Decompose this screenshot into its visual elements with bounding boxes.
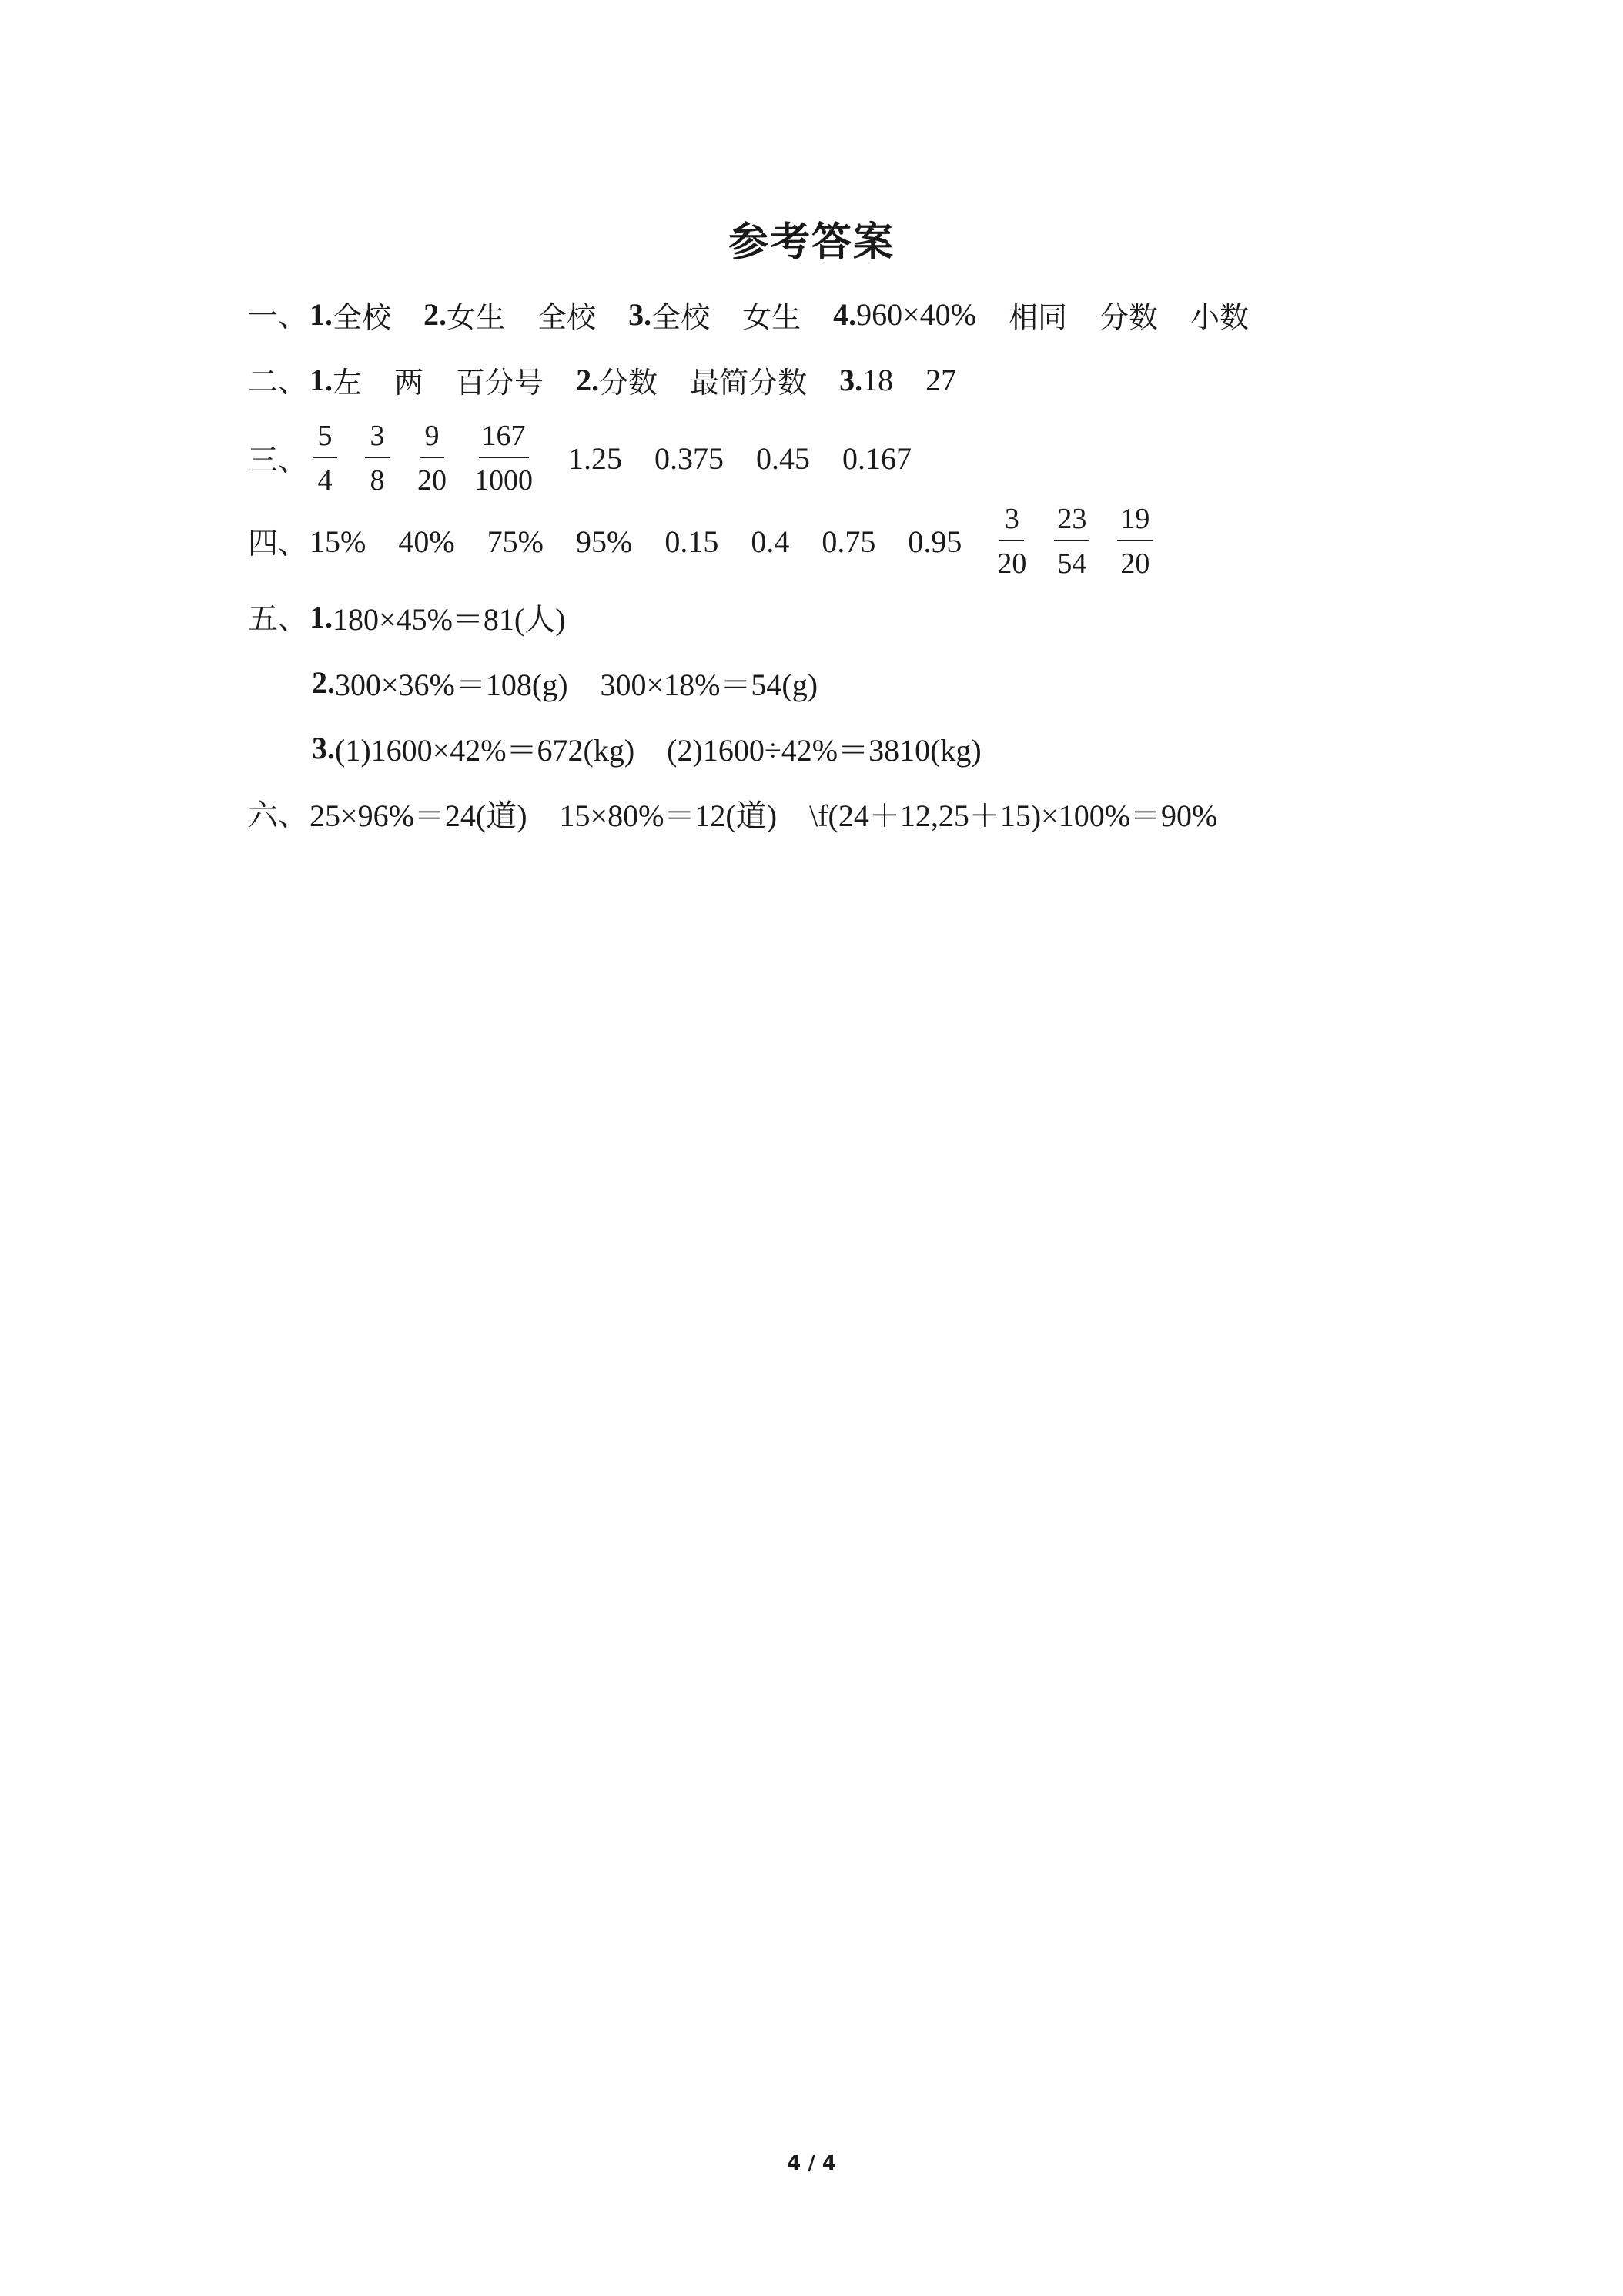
answer: 全校 — [651, 300, 711, 334]
denominator: 20 — [1120, 547, 1150, 580]
answer: 300×36%＝108(g) — [335, 667, 568, 702]
answer: 25×96%＝24(道) — [310, 798, 527, 833]
decimal-value: 0.45 — [756, 440, 811, 476]
answer: 小数 — [1190, 300, 1250, 334]
answer-line-2 — [248, 356, 956, 403]
item-number: 3. — [839, 362, 863, 397]
answer: 分数 — [599, 365, 658, 400]
numerator: 167 — [479, 421, 529, 458]
section-label: 五、 — [248, 602, 309, 637]
section-label: 四、 — [248, 527, 309, 561]
item-number: 2. — [576, 362, 600, 397]
answer: 两 — [394, 365, 424, 400]
answer: 分数 — [1099, 300, 1159, 334]
decimal-value: 0.375 — [654, 440, 724, 476]
fraction — [1054, 504, 1089, 578]
denominator: 8 — [370, 464, 385, 497]
answer: \f(24＋12,25＋15)×100%＝90% — [809, 798, 1218, 833]
section-label: 一、 — [248, 300, 309, 334]
fraction — [365, 421, 390, 495]
answer: 女生 — [742, 300, 801, 334]
denominator: 20 — [417, 464, 447, 497]
section-label: 二、 — [248, 365, 309, 400]
answer: 相同 — [1008, 300, 1067, 334]
value: 0.75 — [822, 524, 876, 559]
numerator: 5 — [313, 421, 337, 458]
section-label: 三、 — [248, 443, 309, 478]
answer: 180×45%＝81(人) — [333, 601, 566, 637]
fraction — [474, 421, 533, 495]
answer-line-5-2 — [312, 659, 818, 705]
numerator: 3 — [999, 504, 1024, 541]
answer: 左 — [333, 365, 363, 400]
page-number: 4 / 4 — [787, 2152, 836, 2175]
denominator: 54 — [1057, 547, 1087, 580]
answer: 27 — [925, 362, 957, 397]
answer-line-6 — [248, 790, 1217, 836]
numerator: 23 — [1054, 504, 1089, 541]
answer-line-1 — [248, 291, 1249, 337]
item-number: 2. — [423, 296, 447, 332]
answer: 全校 — [333, 300, 392, 334]
value: 95% — [576, 524, 633, 559]
denominator: 1000 — [474, 464, 534, 497]
denominator: 20 — [997, 547, 1027, 580]
decimal-value: 0.167 — [842, 440, 912, 476]
value: 40% — [398, 524, 455, 559]
decimal-value: 1.25 — [568, 440, 623, 476]
answer: 女生 — [447, 300, 506, 334]
section-label: 六、 — [248, 798, 309, 833]
item-number: 2. — [312, 664, 335, 700]
value: 0.4 — [751, 524, 790, 559]
answer: 全校 — [537, 300, 597, 334]
value: 0.95 — [908, 524, 962, 559]
item-number: 4. — [833, 296, 857, 332]
answer-line-5-3 — [312, 725, 982, 771]
value: 0.15 — [664, 524, 719, 559]
item-number: 3. — [312, 730, 335, 765]
answer-line-5-1 — [248, 594, 566, 640]
numerator: 3 — [365, 421, 390, 458]
answer: (2)1600÷42%＝3810(kg) — [667, 732, 982, 768]
fraction — [313, 421, 337, 495]
denominator: 4 — [317, 464, 333, 497]
item-number: 1. — [310, 362, 333, 397]
value: 15% — [310, 524, 366, 559]
answer: (1)1600×42%＝672(kg) — [335, 732, 635, 768]
answer-line-4 — [248, 499, 1166, 584]
answer: 300×18%＝54(g) — [600, 667, 818, 702]
item-number: 1. — [310, 599, 333, 634]
answer: 最简分数 — [690, 365, 808, 400]
numerator: 19 — [1117, 504, 1153, 541]
answer: 960×40% — [856, 296, 976, 332]
fraction — [417, 421, 447, 495]
answer: 18 — [862, 362, 894, 397]
item-number: 3. — [628, 296, 652, 332]
page-title: 参考答案 — [728, 219, 895, 266]
value: 75% — [487, 524, 544, 559]
fraction — [1117, 504, 1153, 578]
answer: 百分号 — [456, 365, 544, 400]
item-number: 1. — [310, 296, 333, 332]
answer-line-3 — [248, 416, 912, 500]
answer: 15×80%＝12(道) — [559, 798, 778, 833]
fraction — [997, 504, 1026, 578]
numerator: 9 — [420, 421, 444, 458]
